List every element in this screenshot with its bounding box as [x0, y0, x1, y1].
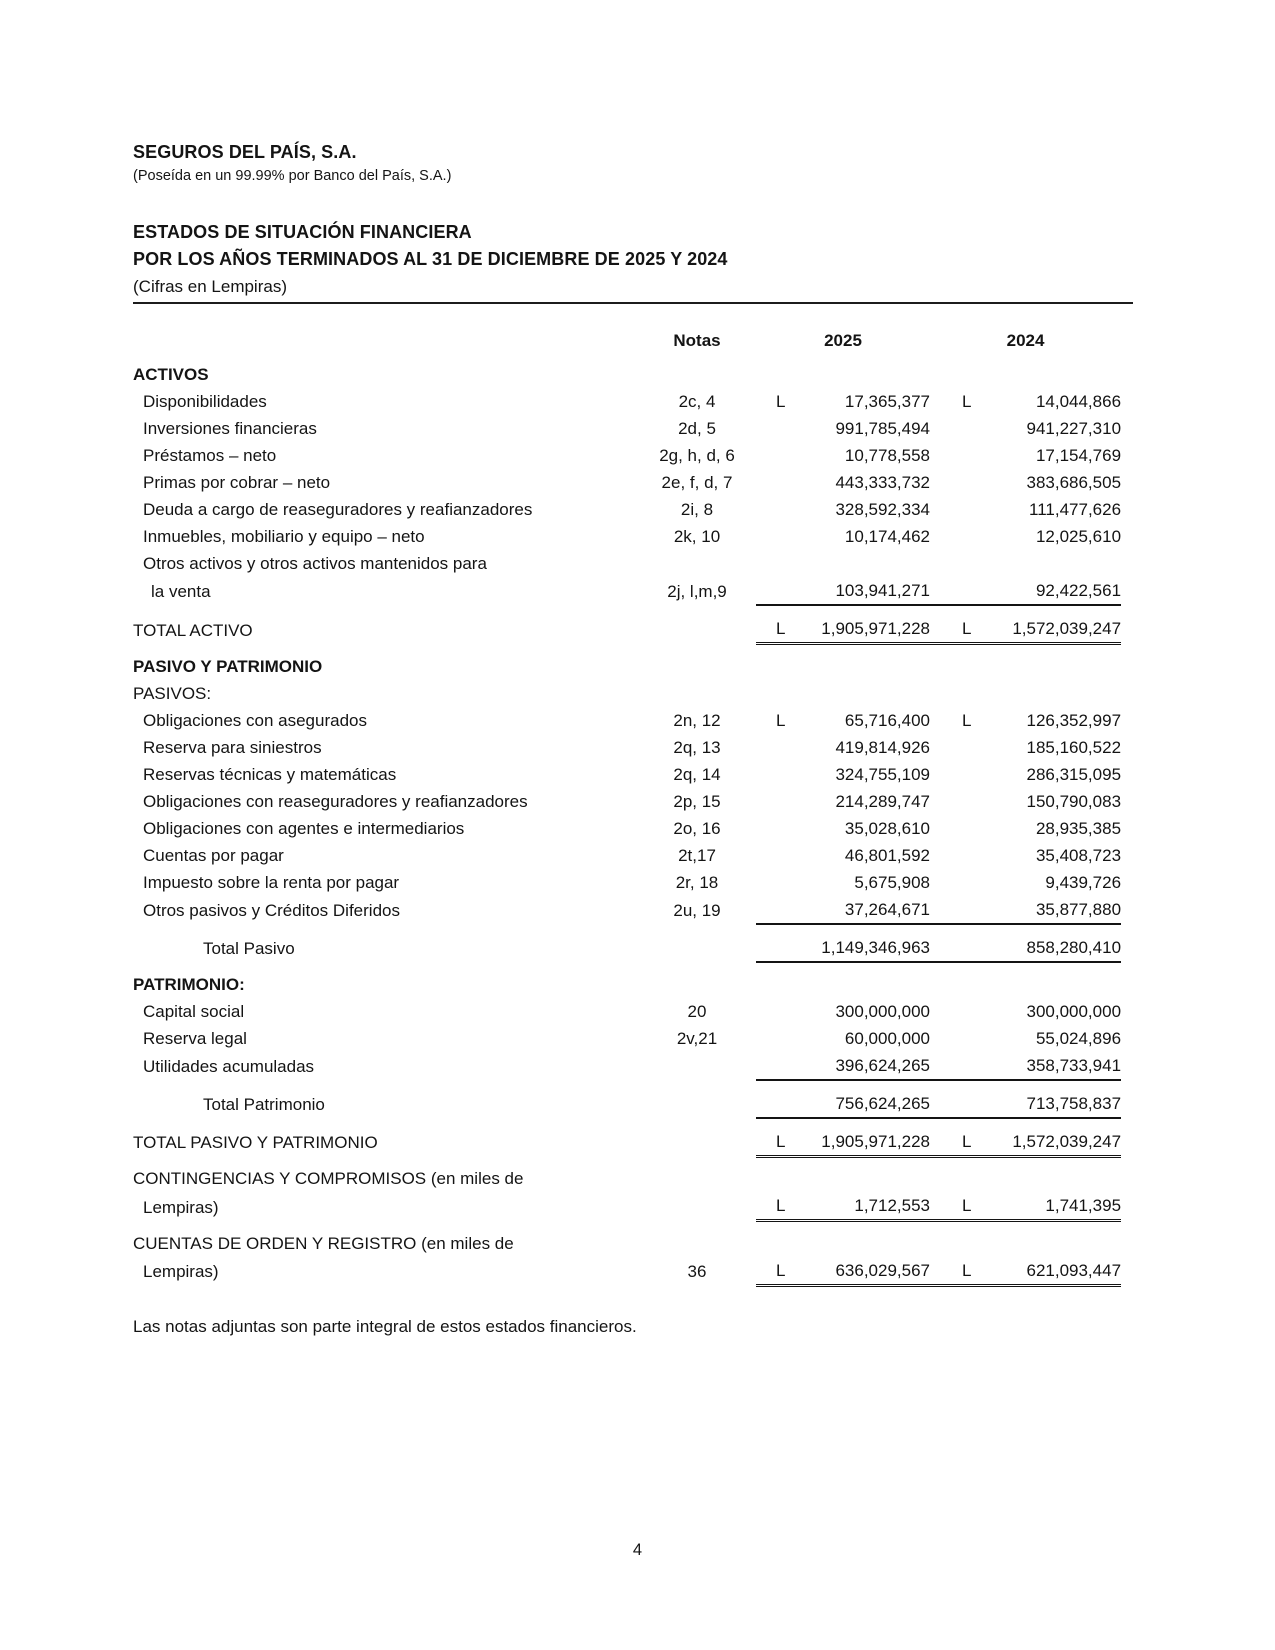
currency-symbol-2025: L: [756, 1257, 800, 1286]
value-2025: 636,029,567: [800, 1257, 930, 1286]
total-row: [133, 1118, 1121, 1157]
currency-symbol-2025: [756, 577, 800, 605]
row-label: Inversiones financieras: [143, 419, 317, 438]
ownership-note: (Poseída en un 99.99% por Banco del País, S.A.): [133, 168, 452, 184]
row-label: Utilidades acumuladas: [143, 1056, 315, 1076]
row-notas: 2t,17: [678, 845, 716, 865]
currency-symbol-2025: [756, 734, 800, 761]
table-row: [133, 842, 1121, 869]
row-label: Otros activos y otros activos mantenidos para: [143, 554, 487, 573]
value-2024: 150,790,083: [1026, 791, 1122, 811]
value-2025: 17,365,377: [844, 392, 931, 411]
value-2025: 10,778,558: [844, 446, 931, 465]
value-2025: 103,941,271: [800, 577, 930, 605]
table-row: [133, 788, 1121, 815]
table-row: [133, 707, 1121, 734]
currency-symbol-2025: [756, 680, 800, 707]
value-2024: 12,025,610: [1035, 527, 1122, 546]
value-2025: 46,801,592: [844, 845, 931, 865]
currency-symbol-2024: [930, 352, 976, 388]
row-notas: 2r, 18: [675, 872, 719, 892]
table-row: [133, 550, 1121, 577]
total-row: [133, 1221, 1121, 1257]
row-notas: 2u, 19: [673, 900, 721, 920]
value-2025: 214,289,747: [835, 791, 931, 811]
currency-symbol-2024: [930, 1052, 976, 1080]
table-row: [133, 1025, 1121, 1052]
section-row: [133, 644, 1121, 680]
currency-symbol-2025: [756, 523, 800, 550]
currency-symbol-2025: [756, 869, 800, 896]
section-row: [133, 352, 1121, 388]
currency-note: (Cifras en Lempiras): [133, 277, 287, 296]
row-label: Cuentas por pagar: [143, 845, 284, 865]
currency-symbol-2025: L: [776, 392, 786, 411]
value-2025: 35,028,610: [844, 818, 931, 838]
row-notas: [638, 1118, 756, 1157]
value-2024: 14,044,866: [1035, 392, 1122, 411]
row-label: Inmuebles, mobiliario y equipo – neto: [143, 527, 425, 546]
total-row-continued: [133, 1257, 1121, 1286]
row-label: Total Pasivo: [203, 938, 295, 958]
currency-symbol-2024: [930, 680, 976, 707]
row-filler: [638, 1221, 1121, 1257]
currency-symbol-2025: [756, 962, 800, 998]
currency-symbol-2024: [930, 896, 976, 924]
table-row: [133, 896, 1121, 924]
value-2025: 396,624,265: [800, 1052, 930, 1080]
value-2024: 35,877,880: [976, 896, 1121, 924]
col-header-spacer: [133, 304, 638, 352]
currency-symbol-2025: L: [776, 710, 786, 730]
currency-symbol-2024: [930, 496, 976, 523]
value-2025: 37,264,671: [800, 896, 930, 924]
row-notas: [638, 352, 756, 388]
row-label: Total Patrimonio: [203, 1094, 325, 1114]
currency-symbol-2025: [756, 442, 800, 469]
table-row: [133, 998, 1121, 1025]
row-filler: [638, 550, 1121, 577]
currency-symbol-2024: [930, 734, 976, 761]
value-2024: 383,686,505: [1026, 473, 1122, 492]
currency-symbol-2024: L: [930, 605, 976, 644]
row-label: Obligaciones con agentes e intermediarios: [143, 818, 465, 838]
value-2024: 126,352,997: [1026, 710, 1122, 730]
table-row: [133, 815, 1121, 842]
currency-symbol-2025: [756, 644, 800, 680]
value-2025: 10,174,462: [844, 527, 931, 546]
value-2024: 1,572,039,247: [976, 1118, 1121, 1157]
row-notas: [638, 605, 756, 644]
table-row-continued: [133, 577, 1121, 605]
table-row: [133, 469, 1121, 496]
currency-symbol-2025: L: [756, 1192, 800, 1221]
row-label: Obligaciones con asegurados: [143, 710, 367, 730]
total-row: [133, 1156, 1121, 1192]
row-notas: 2q, 13: [673, 737, 721, 757]
row-label: TOTAL PASIVO Y PATRIMONIO: [133, 1133, 378, 1152]
row-notas: 2p, 15: [673, 791, 721, 811]
company-name: SEGUROS DEL PAÍS, S.A.: [133, 142, 357, 162]
value-2024: [976, 352, 1121, 388]
table-row: [133, 523, 1121, 550]
currency-symbol-2025: [756, 998, 800, 1025]
row-notas: 2i, 8: [680, 500, 714, 519]
table-row: [133, 496, 1121, 523]
currency-symbol-2024: L: [930, 1257, 976, 1286]
currency-symbol-2025: L: [756, 605, 800, 644]
currency-symbol-2024: [930, 924, 976, 962]
row-notas: 20: [687, 1001, 707, 1021]
row-notas: [638, 644, 756, 680]
row-label: TOTAL ACTIVO: [133, 620, 253, 640]
value-2025: 1,712,553: [800, 1192, 930, 1221]
table-row: [133, 869, 1121, 896]
row-notas: 2d, 5: [678, 419, 716, 438]
currency-symbol-2024: L: [930, 1192, 976, 1221]
currency-symbol-2024: [930, 415, 976, 442]
statement-title: ESTADOS DE SITUACIÓN FINANCIERA: [133, 222, 472, 242]
currency-symbol-2025: [756, 496, 800, 523]
value-2025: 324,755,109: [835, 764, 931, 784]
row-label: Reservas técnicas y matemáticas: [143, 764, 397, 784]
value-2025: 1,905,971,228: [800, 1118, 930, 1157]
row-notas: 2k, 10: [673, 527, 721, 546]
row-notas: 2q, 14: [673, 764, 721, 784]
total-row-continued: [133, 1192, 1121, 1221]
statement-period: POR LOS AÑOS TERMINADOS AL 31 DE DICIEMBRE DE 2025 Y 2024: [133, 249, 728, 269]
subtotal-row: [133, 1080, 1121, 1118]
value-2024: [976, 962, 1121, 998]
currency-symbol-2025: [756, 415, 800, 442]
row-label: ACTIVOS: [133, 365, 209, 384]
currency-symbol-2025: [756, 1052, 800, 1080]
col-header-2025: 2025: [824, 331, 862, 350]
value-2024: [976, 644, 1121, 680]
currency-symbol-2024: [930, 788, 976, 815]
value-2024: 286,315,095: [1026, 764, 1122, 784]
currency-symbol-2025: [756, 352, 800, 388]
table-row: [133, 1052, 1121, 1080]
row-notas: 2n, 12: [673, 710, 721, 730]
row-label: Capital social: [143, 1001, 245, 1021]
value-2024: [976, 680, 1121, 707]
value-2025: 443,333,732: [835, 473, 931, 492]
currency-symbol-2024: [930, 842, 976, 869]
value-2025: [800, 644, 930, 680]
col-header-notas: Notas: [673, 331, 721, 350]
row-label: Obligaciones con reaseguradores y reafianzadores: [143, 791, 528, 811]
currency-symbol-2025: [756, 469, 800, 496]
currency-symbol-2024: L: [962, 710, 972, 730]
currency-symbol-2024: [930, 577, 976, 605]
row-notas: 2g, h, d, 6: [659, 446, 735, 465]
value-2024: 9,439,726: [1045, 872, 1122, 892]
section-row: [133, 680, 1121, 707]
value-2024: 17,154,769: [1035, 446, 1122, 465]
currency-symbol-2024: [930, 644, 976, 680]
currency-symbol-2024: [930, 869, 976, 896]
row-label-line2: la venta: [151, 582, 211, 601]
currency-symbol-2025: [756, 761, 800, 788]
table-row: [133, 442, 1121, 469]
currency-symbol-2025: [756, 1025, 800, 1052]
value-2025: 60,000,000: [844, 1028, 931, 1048]
value-2024: 858,280,410: [976, 924, 1121, 962]
row-notas: 2c, 4: [678, 392, 716, 411]
row-filler: [638, 1156, 1121, 1192]
value-2025: [800, 352, 930, 388]
row-notas: [638, 1080, 756, 1118]
currency-symbol-2025: [756, 1080, 800, 1118]
currency-symbol-2025: [756, 924, 800, 962]
row-label: Deuda a cargo de reaseguradores y reafianzadores: [143, 500, 533, 519]
currency-symbol-2025: L: [756, 1118, 800, 1157]
col-header-2024: 2024: [1006, 331, 1045, 350]
value-2024: 55,024,896: [1035, 1028, 1122, 1048]
value-2024: 300,000,000: [1026, 1001, 1122, 1021]
currency-symbol-2024: L: [930, 1118, 976, 1157]
value-2024: 941,227,310: [1026, 419, 1122, 438]
balance-sheet-table: [133, 304, 1121, 1287]
row-notas: 36: [687, 1262, 707, 1281]
value-2024: 185,160,522: [1026, 737, 1122, 757]
value-2024: 35,408,723: [1035, 845, 1122, 865]
value-2025: [800, 680, 930, 707]
currency-symbol-2024: [930, 523, 976, 550]
currency-symbol-2024: [930, 815, 976, 842]
value-2024: 1,741,395: [976, 1192, 1121, 1221]
row-label: CONTINGENCIAS Y COMPROMISOS (en miles de: [133, 1169, 524, 1188]
subtotal-row: [133, 924, 1121, 962]
row-label: PASIVOS:: [133, 683, 212, 703]
value-2025: 65,716,400: [844, 710, 931, 730]
statement-content: [133, 141, 1133, 1340]
total-row: [133, 605, 1121, 644]
table-row: [133, 761, 1121, 788]
row-notas: 2o, 16: [673, 818, 721, 838]
row-notas: [638, 924, 756, 962]
row-label: Reserva para siniestros: [143, 737, 322, 757]
currency-symbol-2025: [756, 842, 800, 869]
currency-symbol-2025: [756, 896, 800, 924]
section-row: [133, 962, 1121, 998]
table-row: [133, 388, 1121, 415]
currency-symbol-2024: [930, 1080, 976, 1118]
row-label: CUENTAS DE ORDEN Y REGISTRO (en miles de: [133, 1233, 514, 1253]
row-label-line2: Lempiras): [143, 1262, 219, 1281]
title-block: [133, 219, 1133, 301]
row-notas: [638, 1052, 756, 1080]
currency-symbol-2024: [930, 1025, 976, 1052]
row-label-line2: Lempiras): [143, 1197, 219, 1217]
value-2025: 419,814,926: [835, 737, 931, 757]
currency-symbol-2024: [930, 761, 976, 788]
row-notas: 2v,21: [676, 1028, 718, 1048]
value-2025: 300,000,000: [835, 1001, 931, 1021]
value-2024: 1,572,039,247: [976, 605, 1121, 644]
currency-symbol-2024: [930, 442, 976, 469]
value-2024: 28,935,385: [1035, 818, 1122, 838]
value-2025: 5,675,908: [854, 872, 931, 892]
column-header-row: [133, 304, 1121, 352]
row-notas: 2j, l,m,9: [667, 582, 727, 601]
value-2024: 621,093,447: [976, 1257, 1121, 1286]
currency-symbol-2025: [756, 815, 800, 842]
row-label: Primas por cobrar – neto: [143, 473, 331, 492]
row-label: Reserva legal: [143, 1028, 247, 1048]
row-label: PATRIMONIO:: [133, 974, 245, 994]
row-label: Préstamos – neto: [143, 446, 277, 465]
row-label: Otros pasivos y Créditos Diferidos: [143, 900, 400, 920]
value-2025: 1,149,346,963: [800, 924, 930, 962]
value-2025: 1,905,971,228: [800, 605, 930, 644]
row-notas: 2e, f, d, 7: [661, 473, 733, 492]
row-label: Disponibilidades: [143, 392, 267, 411]
value-2025: 991,785,494: [835, 419, 931, 438]
row-label: Impuesto sobre la renta por pagar: [143, 872, 400, 892]
currency-symbol-2024: [930, 469, 976, 496]
currency-symbol-2025: [756, 788, 800, 815]
table-row: [133, 734, 1121, 761]
currency-symbol-2024: L: [962, 392, 972, 411]
value-2024: 358,733,941: [976, 1052, 1121, 1080]
value-2024: 92,422,561: [976, 577, 1121, 605]
row-notas: [638, 962, 756, 998]
row-notas: [638, 1192, 756, 1221]
value-2025: 756,624,265: [800, 1080, 930, 1118]
row-label: PASIVO Y PATRIMONIO: [133, 656, 323, 676]
table-row: [133, 415, 1121, 442]
value-2024: 713,758,837: [976, 1080, 1121, 1118]
page-number: 4: [632, 1541, 643, 1559]
value-2025: 328,592,334: [835, 500, 931, 519]
footnote: Las notas adjuntas son parte integral de estos estados financieros.: [133, 1316, 637, 1336]
value-2024: 111,477,626: [1029, 500, 1122, 519]
currency-symbol-2024: [930, 998, 976, 1025]
currency-symbol-2024: [930, 962, 976, 998]
row-notas: [638, 680, 756, 707]
value-2025: [800, 962, 930, 998]
